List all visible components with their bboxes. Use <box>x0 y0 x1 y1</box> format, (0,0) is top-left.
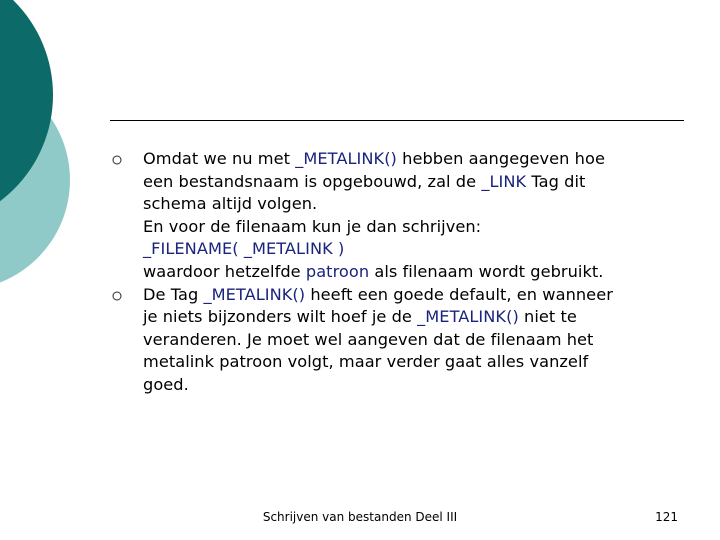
decorative-circles <box>0 0 120 300</box>
text-segment: schema altijd volgen. <box>143 194 318 214</box>
bullet-list <box>112 148 692 397</box>
code-term: patroon <box>305 261 370 281</box>
code-term: _FILENAME( _METALINK ) <box>143 239 345 259</box>
text-line <box>143 374 613 397</box>
bullet-circle-icon <box>112 148 143 165</box>
page-number: 121 <box>655 510 678 524</box>
text-segment: En voor de filenaam kun je dan schrijven: <box>143 216 482 236</box>
text-segment: Omdat we nu met <box>143 149 296 168</box>
code-term: _METALINK() <box>203 284 306 304</box>
text-segment: heeft een goede default, en wanneer <box>305 284 613 304</box>
text-line <box>143 284 613 307</box>
footer-title: Schrijven van bestanden Deel III <box>262 510 458 524</box>
bullet-circle-icon <box>112 284 143 301</box>
text-segment: als filenaam wordt gebruikt. <box>369 261 604 281</box>
text-line <box>143 351 613 374</box>
text-line <box>143 171 605 194</box>
text-line <box>143 238 605 261</box>
code-term: _METALINK() <box>295 149 397 168</box>
text-line <box>143 261 605 284</box>
code-term: _LINK <box>481 171 527 191</box>
text-segment: Tag dit <box>526 171 586 191</box>
text-segment: waardoor hetzelfde <box>143 261 306 281</box>
text-segment: niet te <box>518 307 577 327</box>
text-segment: veranderen. Je moet wel aangeven dat de filenaam het <box>143 329 594 349</box>
text-line <box>143 148 605 171</box>
bullet-item <box>112 148 692 284</box>
text-line <box>143 329 613 352</box>
text-line <box>143 193 605 216</box>
bullet-item <box>112 284 692 397</box>
text-segment: je niets bijzonders wilt hoef je de <box>143 307 418 327</box>
text-segment: goed. <box>143 374 189 394</box>
text-segment: De Tag <box>143 284 204 304</box>
text-line <box>143 306 613 329</box>
bullet-text <box>143 284 613 397</box>
horizontal-rule <box>110 120 684 121</box>
bullet-text <box>143 148 605 284</box>
text-segment: metalink patroon volgt, maar verder gaat alles vanzelf <box>143 352 589 372</box>
text-line <box>143 216 605 239</box>
text-segment: een bestandsnaam is opgebouwd, zal de <box>143 171 482 191</box>
text-segment: hebben aangegeven hoe <box>396 149 605 168</box>
code-term: _METALINK() <box>417 307 519 327</box>
